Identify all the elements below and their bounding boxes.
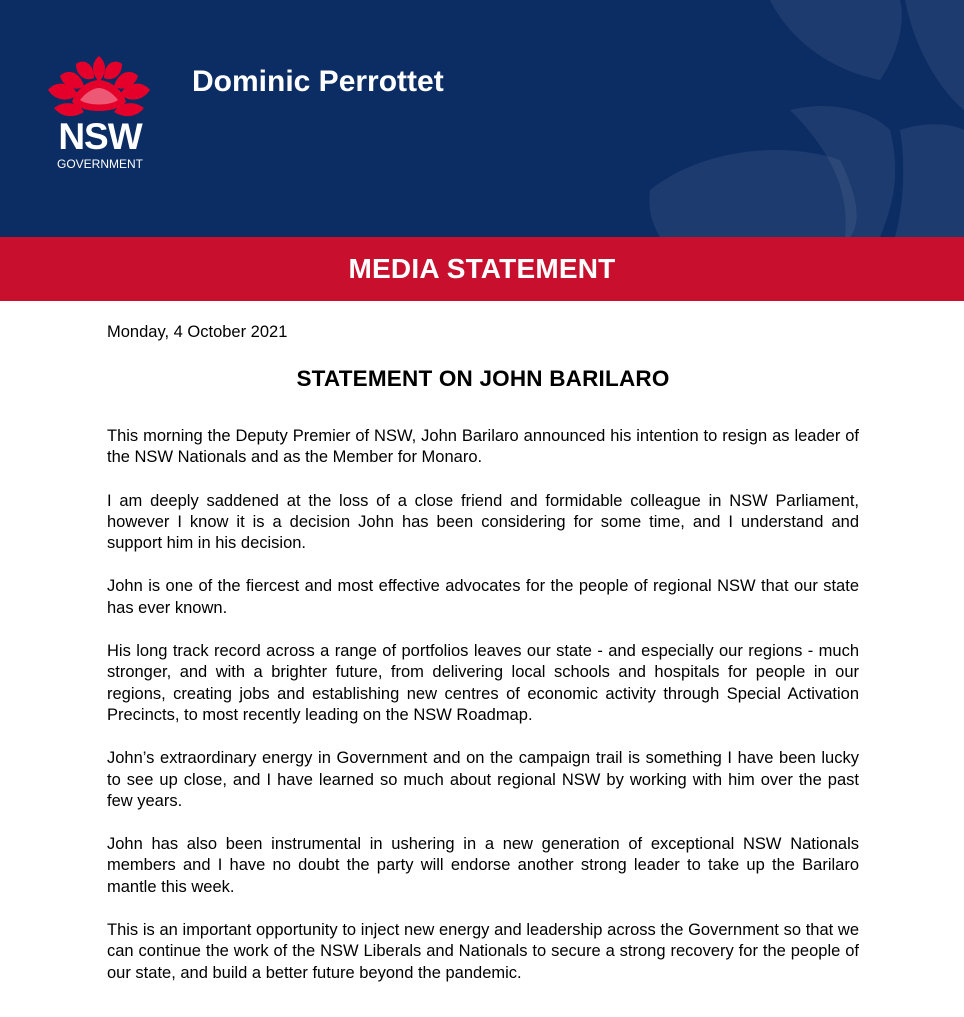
statement-date: Monday, 4 October 2021 [107, 323, 288, 341]
government-subtext: GOVERNMENT [56, 157, 143, 171]
waratah-flower-icon [46, 56, 152, 122]
paragraph: This morning the Deputy Premier of NSW, John Barilaro announced his intention to resign as leader of the NSW Nationals and as the Member for Monaro. [107, 427, 859, 467]
page-header [0, 0, 964, 237]
paragraph: John’s extraordinary energy in Government and on the campaign trail is something I have been lucky to see up close, and I have learned so much about regional NSW by working with him over the past few years. [107, 749, 859, 810]
banner-label: MEDIA STATEMENT [348, 253, 616, 284]
paragraph: This is an important opportunity to inject new energy and leadership across the Government so that we can continue the work of the NSW Liberals and Nationals to secure a strong recovery for the people of our state, and build a better future beyond the pandemic. [107, 921, 859, 982]
media-statement-banner [0, 237, 964, 301]
statement-title: STATEMENT ON JOHN BARILARO [296, 366, 670, 391]
paragraph: I am deeply saddened at the loss of a close friend and formidable colleague in NSW Parliament, however I know it is a decision John has been considering for some time, and I understand and support him in his decision. [107, 491, 859, 553]
nsw-government-logo [44, 56, 156, 174]
minister-name: Dominic Perrottet [192, 65, 444, 98]
paragraph: John has also been instrumental in ushering in a new generation of exceptional NSW Nationals members and I have no doubt the party will endorse another strong leader to take up the Barilaro mantle this week. [107, 835, 859, 896]
nsw-wordmark: NSW [58, 116, 142, 157]
statement-body [107, 426, 859, 1006]
paragraph: His long track record across a range of portfolios leaves our state - and especially our regions - much stronger, and with a brighter future, from delivering local schools and hospitals for people in our regions, creating jobs and establishing new centres of economic activity through Special Activation Precincts, to most recently leading on the NSW Roadmap. [107, 642, 859, 724]
paragraph: John is one of the fiercest and most effective advocates for the people of regional NSW that our state has ever known. [107, 577, 859, 617]
